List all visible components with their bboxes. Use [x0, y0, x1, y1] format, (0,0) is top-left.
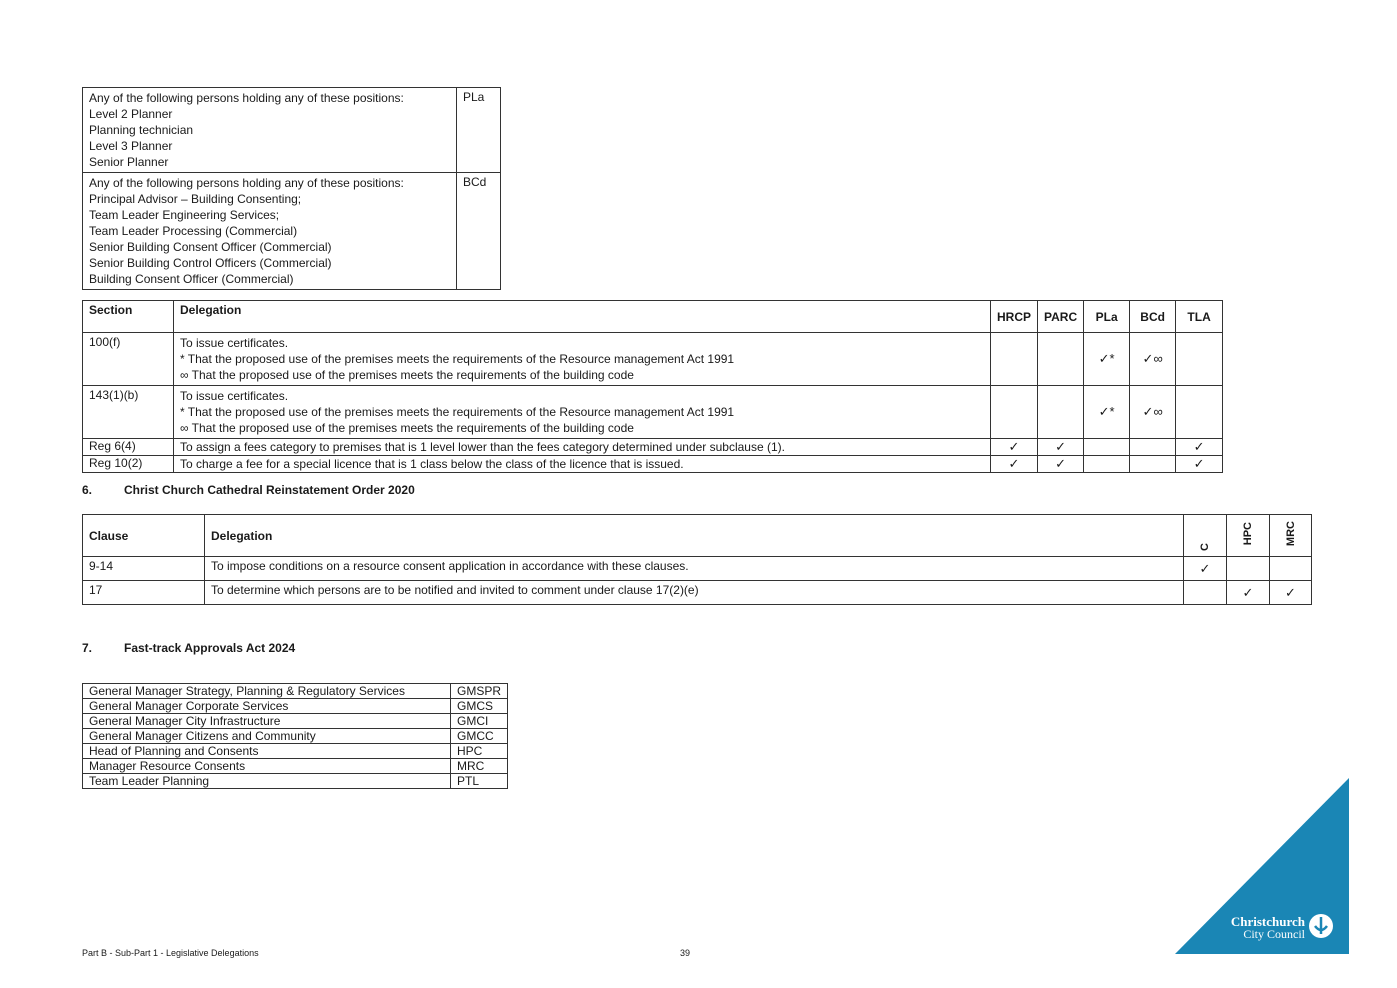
header-delegation: Delegation — [174, 301, 991, 333]
bcd-cell — [1130, 439, 1176, 456]
bcd-cell: ✓∞ — [1130, 333, 1176, 386]
table-row — [83, 759, 508, 774]
c-cell — [1184, 581, 1227, 605]
delegation-table — [82, 300, 1223, 473]
section-number: 7. — [82, 641, 93, 655]
bcd-cell — [1130, 456, 1176, 473]
delegation-line: * That the proposed use of the premises meets the requirements of the Resource management Act 1991 — [180, 352, 735, 366]
pla-cell: ✓* — [1084, 333, 1130, 386]
header-hpc-label: HPC — [1242, 522, 1254, 546]
c-cell: ✓ — [1184, 557, 1227, 581]
header-pla: PLa — [1084, 301, 1130, 333]
delegation-cell: To determine which persons are to be notified and invited to comment under clause 17(2)(e) — [205, 581, 1184, 605]
table-row — [83, 684, 508, 699]
position-line: Principal Advisor – Building Consenting; — [89, 192, 302, 206]
table-header-row — [83, 301, 1223, 333]
parc-cell — [1038, 386, 1084, 439]
table-row — [83, 744, 508, 759]
table-row — [83, 699, 508, 714]
table-row — [83, 581, 1312, 605]
delegation-cell — [174, 456, 991, 473]
position-line: Senior Planner — [89, 155, 169, 169]
table-row — [83, 88, 501, 173]
section-cell: 100(f) — [83, 333, 174, 386]
header-mrc-label: MRC — [1284, 521, 1297, 547]
table-row — [83, 333, 1223, 386]
hrcp-cell: ✓ — [991, 456, 1038, 473]
parc-cell: ✓ — [1038, 456, 1084, 473]
pla-cell — [1084, 456, 1130, 473]
role-name: General Manager Corporate Services — [83, 699, 451, 714]
logo-line-1: Christchurch — [1230, 914, 1305, 929]
pla-cell — [1084, 439, 1130, 456]
positions-cell — [83, 173, 457, 290]
positions-table — [82, 87, 501, 290]
mrc-cell — [1270, 557, 1312, 581]
delegation-line: To assign a fees category to premises that is 1 level lower than the fees category determined under subclause (1). — [180, 440, 785, 454]
delegation-line: To issue certificates. — [180, 389, 289, 403]
hrcp-cell: ✓ — [991, 439, 1038, 456]
delegation-cell: To impose conditions on a resource consent application in accordance with these clauses. — [205, 557, 1184, 581]
table-row — [83, 439, 1223, 456]
tla-cell — [1176, 333, 1223, 386]
pla-cell: ✓* — [1084, 386, 1130, 439]
header-delegation: Delegation — [205, 515, 1184, 557]
table-row — [83, 714, 508, 729]
cathedral-icon — [1309, 914, 1333, 938]
position-line: Senior Building Control Officers (Commercial) — [89, 256, 332, 270]
position-line: Senior Building Consent Officer (Commercial) — [89, 240, 332, 254]
delegation-line: ∞ That the proposed use of the premises meets the requirements of the building code — [180, 421, 634, 435]
header-bcd: BCd — [1130, 301, 1176, 333]
section-6-heading — [82, 483, 415, 497]
role-name: General Manager Citizens and Community — [83, 729, 451, 744]
position-code: BCd — [457, 173, 501, 290]
delegation-cell — [174, 386, 991, 439]
section-number: 6. — [82, 483, 93, 497]
header-hpc — [1227, 515, 1270, 557]
hrcp-cell — [991, 333, 1038, 386]
clause-cell: 9-14 — [83, 557, 205, 581]
header-c-label: C — [1199, 543, 1211, 551]
council-logo — [1175, 778, 1349, 954]
page-number: 39 — [680, 948, 691, 958]
role-name: Manager Resource Consents — [83, 759, 451, 774]
role-name: General Manager City Infrastructure — [83, 714, 451, 729]
header-c — [1184, 515, 1227, 557]
header-section: Section — [83, 301, 174, 333]
role-code: MRC — [450, 759, 507, 774]
role-name: Team Leader Planning — [83, 774, 451, 789]
table-row — [83, 456, 1223, 473]
delegation-line: To issue certificates. — [180, 336, 289, 350]
position-line: Any of the following persons holding any of these positions: — [89, 176, 404, 190]
logo-wordmark — [1231, 916, 1305, 940]
table-row — [83, 386, 1223, 439]
delegation-line: * That the proposed use of the premises meets the requirements of the Resource management Act 1991 — [180, 405, 735, 419]
tla-cell: ✓ — [1176, 456, 1223, 473]
logo-line-2: City Council — [1243, 927, 1305, 941]
section-title: Christ Church Cathedral Reinstatement Order 2020 — [124, 483, 415, 497]
table-header-row — [83, 515, 1312, 557]
role-code: PTL — [450, 774, 507, 789]
role-code: GMCC — [450, 729, 507, 744]
role-name: General Manager Strategy, Planning & Regulatory Services — [83, 684, 451, 699]
position-line: Any of the following persons holding any of these positions: — [89, 91, 404, 105]
header-mrc — [1270, 515, 1312, 557]
header-tla: TLA — [1176, 301, 1223, 333]
role-code: HPC — [450, 744, 507, 759]
delegation-cell — [174, 333, 991, 386]
footer-left: Part B - Sub-Part 1 - Legislative Delegations — [82, 948, 259, 958]
delegation-line: ∞ That the proposed use of the premises meets the requirements of the building code — [180, 368, 634, 382]
clause-cell: 17 — [83, 581, 205, 605]
tla-cell: ✓ — [1176, 439, 1223, 456]
section-cell: 143(1)(b) — [83, 386, 174, 439]
role-code: GMCI — [450, 714, 507, 729]
mrc-cell: ✓ — [1270, 581, 1312, 605]
table-row — [83, 557, 1312, 581]
parc-cell: ✓ — [1038, 439, 1084, 456]
table-row — [83, 729, 508, 744]
role-name: Head of Planning and Consents — [83, 744, 451, 759]
cathedral-table — [82, 514, 1312, 605]
position-line: Team Leader Processing (Commercial) — [89, 224, 298, 238]
position-line: Level 3 Planner — [89, 139, 173, 153]
header-clause: Clause — [83, 515, 205, 557]
role-code: GMSPR — [450, 684, 507, 699]
table-row — [83, 173, 501, 290]
header-hrcp: HRCP — [991, 301, 1038, 333]
bcd-cell: ✓∞ — [1130, 386, 1176, 439]
delegation-cell — [174, 439, 991, 456]
position-line: Level 2 Planner — [89, 107, 173, 121]
header-parc: PARC — [1038, 301, 1084, 333]
position-line: Planning technician — [89, 123, 194, 137]
hpc-cell — [1227, 557, 1270, 581]
positions-cell — [83, 88, 457, 173]
section-7-heading — [82, 641, 295, 655]
position-code: PLa — [457, 88, 501, 173]
section-cell: Reg 10(2) — [83, 456, 174, 473]
section-cell: Reg 6(4) — [83, 439, 174, 456]
roles-table — [82, 683, 508, 789]
hrcp-cell — [991, 386, 1038, 439]
position-line: Building Consent Officer (Commercial) — [89, 272, 294, 286]
hpc-cell: ✓ — [1227, 581, 1270, 605]
delegation-line: To charge a fee for a special licence that is 1 class below the class of the licence that is issued. — [180, 457, 684, 471]
position-line: Team Leader Engineering Services; — [89, 208, 280, 222]
role-code: GMCS — [450, 699, 507, 714]
parc-cell — [1038, 333, 1084, 386]
tla-cell — [1176, 386, 1223, 439]
table-row — [83, 774, 508, 789]
section-title: Fast-track Approvals Act 2024 — [124, 641, 296, 655]
